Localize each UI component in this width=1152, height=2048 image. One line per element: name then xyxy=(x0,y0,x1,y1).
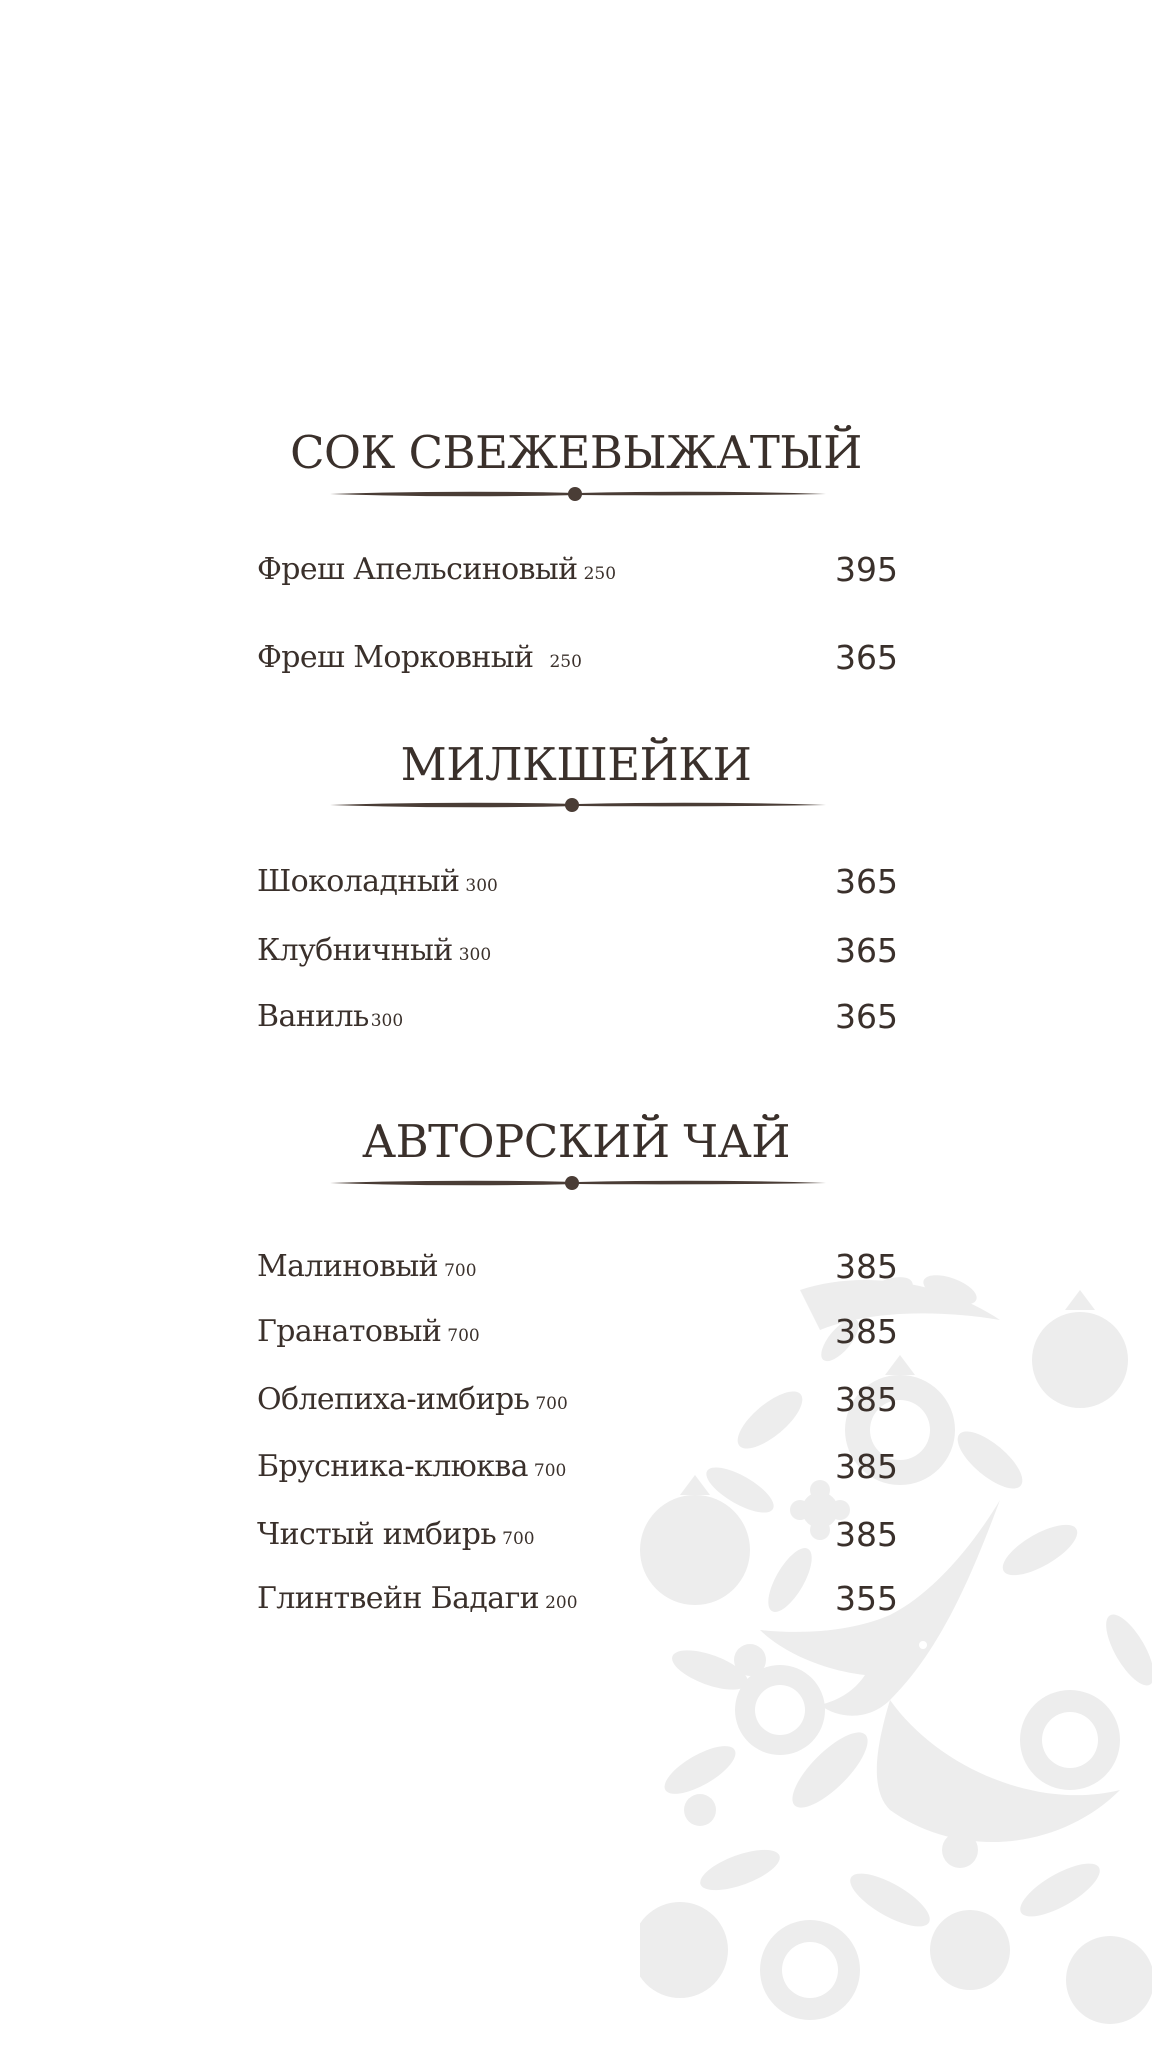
item-name: Малиновый xyxy=(257,1249,439,1284)
menu-item xyxy=(257,931,898,974)
floral-bird-ornament-icon xyxy=(640,1250,1152,2048)
item-price: 385 xyxy=(835,1380,898,1419)
item-name: Глинтвейн Бадаги xyxy=(257,1581,540,1616)
item-name: Гранатовый xyxy=(257,1314,442,1349)
item-price: 365 xyxy=(835,931,898,970)
item-name: Ваниль xyxy=(257,999,369,1034)
section-title: СОК СВЕЖЕВЫЖАТЫЙ xyxy=(290,426,862,479)
menu-item xyxy=(257,638,898,681)
divider-ornament xyxy=(330,486,826,502)
item-name: Облепиха-имбирь xyxy=(257,1382,530,1417)
menu-item xyxy=(257,862,898,905)
item-price: 365 xyxy=(835,997,898,1036)
menu-item xyxy=(257,1515,898,1558)
item-volume: 700 xyxy=(535,1394,568,1414)
item-volume: 300 xyxy=(465,876,498,896)
item-name: Фреш Апельсиновый xyxy=(257,552,578,587)
menu-item xyxy=(257,997,898,1040)
item-name: Шоколадный xyxy=(257,864,460,899)
divider-ornament xyxy=(330,797,826,813)
section-title: МИЛКШЕЙКИ xyxy=(400,738,752,791)
section-title: АВТОРСКИЙ ЧАЙ xyxy=(362,1115,790,1168)
menu-item xyxy=(257,1247,898,1290)
menu-item xyxy=(257,1380,898,1423)
item-price: 395 xyxy=(835,550,898,589)
item-volume: 300 xyxy=(458,945,492,965)
item-name: Клубничный xyxy=(257,933,453,968)
item-price: 385 xyxy=(835,1447,898,1486)
divider-ornament xyxy=(330,1175,826,1191)
item-price: 355 xyxy=(835,1579,898,1618)
menu-item xyxy=(257,1312,898,1355)
item-volume: 700 xyxy=(447,1326,480,1346)
item-volume: 250 xyxy=(549,652,582,672)
item-name: Чистый имбирь xyxy=(257,1517,497,1552)
item-volume: 200 xyxy=(545,1593,578,1613)
item-volume: 300 xyxy=(370,1011,404,1031)
item-price: 365 xyxy=(835,638,898,677)
item-price: 365 xyxy=(835,862,898,901)
item-volume: 700 xyxy=(533,1461,567,1481)
item-name: Брусника-клюква xyxy=(257,1449,528,1484)
item-volume: 700 xyxy=(444,1261,477,1281)
item-volume: 250 xyxy=(583,564,617,584)
menu-item xyxy=(257,550,898,593)
item-price: 385 xyxy=(835,1247,898,1286)
item-price: 385 xyxy=(835,1312,898,1351)
menu-item xyxy=(257,1579,898,1622)
menu-item xyxy=(257,1447,898,1490)
item-volume: 700 xyxy=(502,1529,535,1549)
item-price: 385 xyxy=(835,1515,898,1554)
item-name: Фреш Морковный xyxy=(257,640,534,675)
